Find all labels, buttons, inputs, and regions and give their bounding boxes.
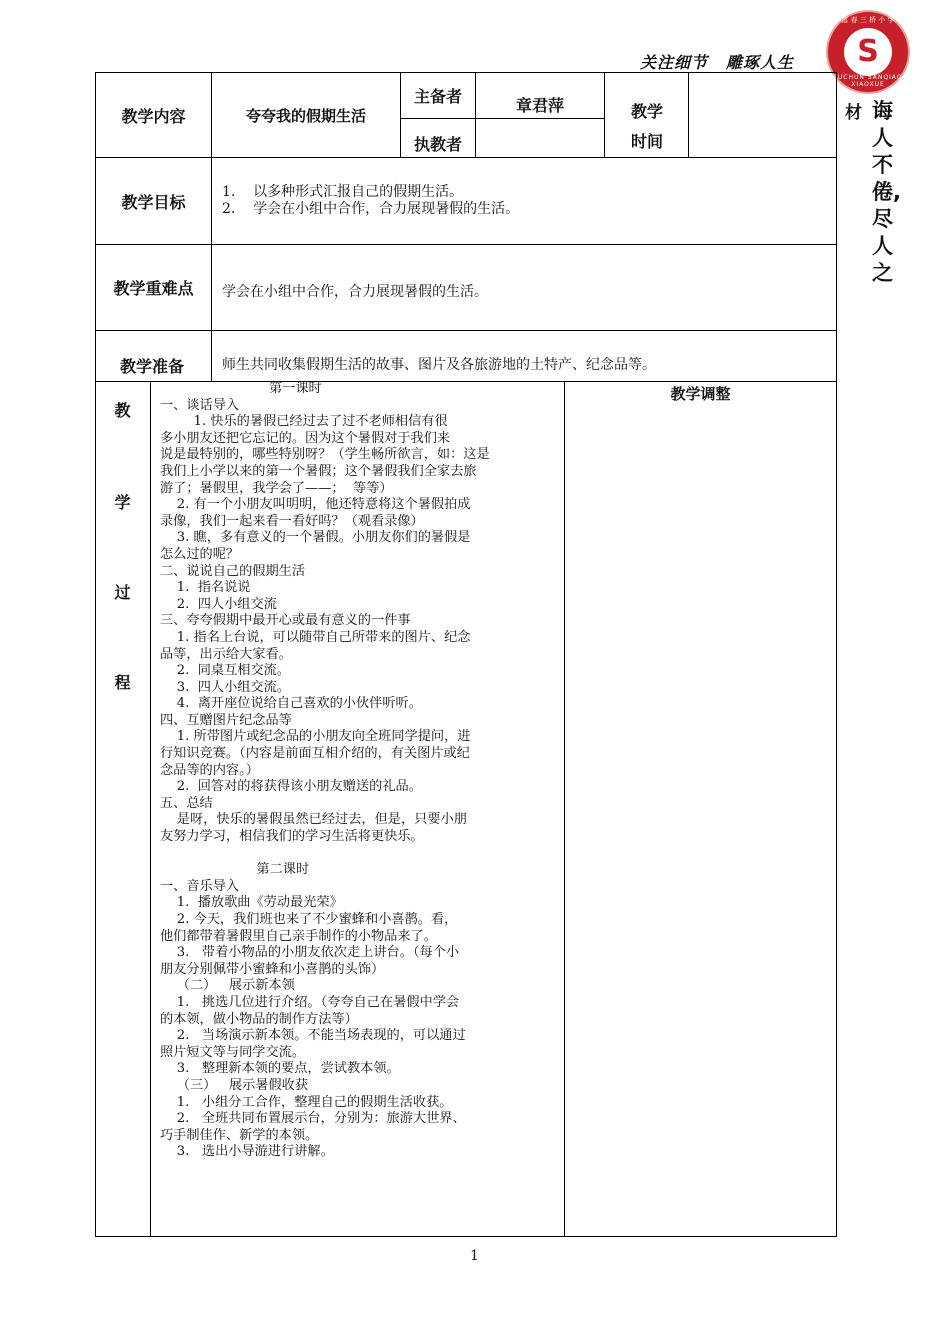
process-line: 二、说说自己的假期生活 bbox=[160, 563, 306, 579]
process-char-3: 过 bbox=[114, 583, 131, 602]
key-value-cell bbox=[211, 244, 837, 331]
process-char-1: 教 bbox=[114, 401, 131, 420]
time-label-1: 教学 bbox=[631, 102, 664, 121]
exec-label-cell bbox=[400, 118, 476, 158]
process-line: 1. 所带图片或纪念品的小朋友向全班同学提问，进 bbox=[160, 729, 471, 745]
process-line: 三、夸夸假期中最开心或最有意义的一件事 bbox=[160, 613, 411, 629]
content-label: 教学内容 bbox=[121, 106, 186, 126]
process-line: 怎么过的呢？ bbox=[160, 546, 240, 562]
process-line: 2. 回答对的将获得该小朋友赠送的礼品。 bbox=[160, 779, 422, 795]
side-motto bbox=[842, 98, 902, 285]
logo-ring-bottom: FUCHUN SANQIAO XIAOXUE bbox=[833, 74, 903, 88]
process-line: 2. 有一个小朋友叫明明，他还特意将这个暑假拍成 bbox=[160, 497, 471, 513]
process-line: 1. 快乐的暑假已经过去了过不老师相信有很 bbox=[160, 414, 448, 430]
prep-label: 教学准备 bbox=[120, 357, 185, 376]
adjust-cell bbox=[564, 381, 837, 1237]
page-number: 1 bbox=[470, 1248, 479, 1264]
process-line: 2. 同桌互相交流。 bbox=[160, 663, 291, 679]
goal-item-1: 1. 以多种形式汇报自己的假期生活。 bbox=[222, 184, 464, 200]
process-line: 品等，出示给大家看。 bbox=[160, 646, 292, 662]
prep-label-cell bbox=[95, 330, 212, 382]
process-char-2: 学 bbox=[114, 493, 131, 512]
key-label-cell bbox=[95, 244, 212, 331]
exec-label: 执教者 bbox=[413, 135, 462, 154]
process-line: 1. 指名上台说，可以随带自己所带来的图片、纪念 bbox=[160, 629, 471, 645]
process-line: 一、音乐导入 bbox=[160, 878, 240, 894]
process-line: （三） 展示暑假收获 bbox=[160, 1077, 309, 1093]
content-label-cell bbox=[95, 72, 212, 158]
process-line: 3. 整理新本领的要点，尝试教本领。 bbox=[160, 1061, 400, 1077]
process-line: 1. 指名说说 bbox=[160, 580, 251, 596]
motto-right: 雕琢人生 bbox=[726, 53, 795, 72]
logo-mark: S bbox=[844, 28, 892, 76]
time-label-2: 时间 bbox=[631, 132, 664, 151]
process-line: 2. 四人小组交流 bbox=[160, 596, 277, 612]
goal-label: 教学目标 bbox=[121, 192, 186, 212]
process-line: 朋友分别佩带小蜜蜂和小喜鹊的头饰） bbox=[160, 961, 385, 977]
goal-label-cell bbox=[95, 157, 212, 245]
prep-value: 师生共同收集假期生活的故事、图片及各旅游地的土特产、纪念品等。 bbox=[222, 357, 656, 373]
process-char-4: 程 bbox=[114, 673, 131, 692]
exec-value-cell bbox=[475, 118, 605, 158]
prep-value-cell bbox=[211, 330, 837, 382]
lead-label-cell bbox=[400, 72, 476, 119]
process-line: 行知识竞赛。（内容是前面互相介绍的，有关图片或纪 bbox=[160, 746, 470, 762]
process-line: 第二课时 bbox=[160, 862, 310, 878]
process-line bbox=[160, 846, 560, 863]
side-motto-col2: 材 bbox=[845, 103, 862, 123]
process-line: 3. 四人小组交流。 bbox=[160, 679, 291, 695]
process-line: 2. 今天，我们班也来了不少蜜蜂和小喜鹊。看， bbox=[160, 912, 458, 927]
motto-left: 关注细节 bbox=[640, 53, 709, 72]
process-line: 2. 当场演示新本领。不能当场表现的，可以通过 bbox=[160, 1028, 466, 1044]
process-line: 五、总结 bbox=[160, 795, 213, 811]
process-line: 多小朋友还把它忘记的。因为这个暑假对于我们来 bbox=[160, 430, 451, 446]
school-logo bbox=[826, 10, 910, 94]
adjust-label: 教学调整 bbox=[670, 385, 731, 403]
lead-label: 主备者 bbox=[413, 87, 462, 106]
process-line: 他们都带着暑假里自己亲手制作的小物品来了。 bbox=[160, 928, 437, 944]
process-line: 是呀，快乐的暑假虽然已经过去，但是，只要小朋 bbox=[160, 812, 467, 828]
goal-value-cell bbox=[211, 157, 837, 245]
process-line: 2. 全班共同布置展示台，分别为：旅游大世界、 bbox=[160, 1111, 466, 1127]
goal-item-2: 2. 学会在小组中合作，合力展现暑假的生活。 bbox=[222, 201, 520, 217]
process-line: 说是最特别的，哪些特别呀？（学生畅所欲言，如：这是 bbox=[160, 447, 490, 463]
process-line: 一、谈话导入 bbox=[160, 397, 240, 413]
process-line: 我们上小学以来的第一个暑假；这个暑假我们全家去旅 bbox=[160, 463, 477, 479]
process-line: 1. 播放歌曲《劳动最光荣》 bbox=[160, 895, 343, 911]
process-line: 4. 离开座位说给自己喜欢的小伙伴听听。 bbox=[160, 696, 422, 712]
process-line: 3. 选出小导游进行讲解。 bbox=[160, 1144, 334, 1160]
process-line: 3. 瞧，多有意义的一个暑假。小朋友你们的暑假是 bbox=[160, 530, 471, 546]
process-line: 录像，我们一起来看一看好吗？（观看录像） bbox=[160, 513, 424, 529]
process-line: 的本领，做小物品的制作方法等） bbox=[160, 1011, 358, 1027]
header-motto bbox=[640, 50, 812, 73]
process-line: 念品等的内容。） bbox=[160, 762, 259, 778]
process-line: 友努力学习，相信我们的学习生活将更快乐。 bbox=[160, 829, 424, 845]
lead-value: 章君萍 bbox=[515, 96, 564, 115]
side-motto-col1: 诲人不倦,尽人之 bbox=[872, 99, 901, 285]
process-line: 第一课时 bbox=[160, 381, 322, 396]
time-value-cell bbox=[688, 72, 837, 158]
process-line: 1. 小组分工合作，整理自己的假期生活收获。 bbox=[160, 1094, 453, 1110]
key-value: 学会在小组中合作，合力展现暑假的生活。 bbox=[222, 284, 488, 300]
process-line: 四、互赠图片纪念品等 bbox=[160, 712, 292, 728]
process-line: 照片短文等与同学交流。 bbox=[160, 1044, 306, 1060]
content-value-cell bbox=[211, 72, 401, 158]
logo-ring-top: 富 春 三 桥 小 学 bbox=[841, 16, 895, 24]
time-label-cell bbox=[604, 72, 689, 158]
process-line: 游了；暑假里，我学会了——； 等等） bbox=[160, 480, 393, 496]
process-line: 3. 带着小物品的小朋友依次走上讲台。（每个小 bbox=[160, 945, 460, 961]
lead-value-cell bbox=[475, 72, 605, 119]
key-label: 教学重难点 bbox=[113, 279, 194, 298]
process-line: 1. 挑选几位进行介绍。（夸夸自己在暑假中学会 bbox=[160, 994, 460, 1010]
process-line: 巧手制佳作、新学的本领。 bbox=[160, 1127, 319, 1143]
process-line: （二） 展示新本领 bbox=[160, 978, 295, 994]
process-body bbox=[160, 381, 560, 1161]
content-value: 夸夸我的假期生活 bbox=[245, 106, 366, 125]
